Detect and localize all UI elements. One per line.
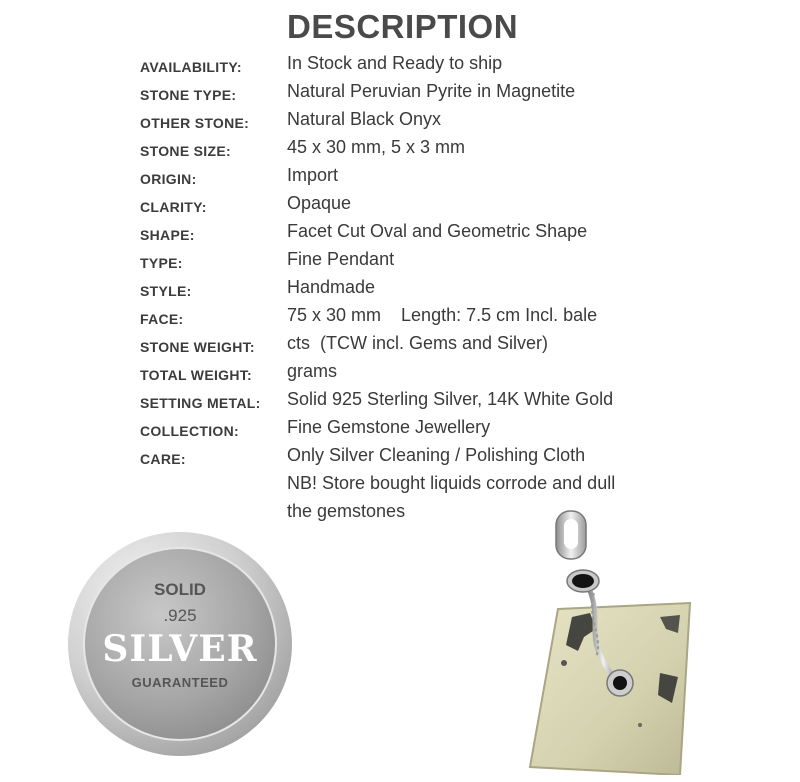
spec-label: CLARITY: — [140, 199, 207, 215]
spec-row-face — [0, 305, 800, 333]
spec-row-setting-metal — [0, 389, 800, 417]
spec-value: Fine Gemstone Jewellery — [287, 417, 491, 437]
spec-label: SHAPE: — [140, 227, 195, 243]
spec-label: OTHER STONE: — [140, 115, 250, 131]
pendant-image — [520, 505, 720, 775]
spec-value: 45 x 30 mm, 5 x 3 mm — [287, 137, 466, 157]
spec-label: STONE WEIGHT: — [140, 339, 255, 355]
spec-row-other-stone — [0, 109, 800, 137]
spec-value: cts (TCW incl. Gems and Silver) — [287, 333, 549, 353]
spec-row-style — [0, 277, 800, 305]
spec-row-availability — [0, 53, 800, 81]
spec-label: ORIGIN: — [140, 171, 197, 187]
spec-label: CARE: — [140, 451, 186, 467]
spec-value: Handmade — [287, 277, 376, 297]
spec-row-clarity — [0, 193, 800, 221]
spec-value: Only Silver Cleaning / Polishing Cloth — [287, 445, 586, 465]
page-title: DESCRIPTION — [287, 8, 519, 45]
care-note-line-1: NB! Store bought liquids corrode and dull — [287, 473, 616, 493]
spec-value: Import — [287, 165, 339, 185]
spec-row-stone-type — [0, 81, 800, 109]
spec-row-collection — [0, 417, 800, 445]
spec-label: FACE: — [140, 311, 184, 327]
spec-row-stone-weight — [0, 333, 800, 361]
spec-value: 75 x 30 mm Length: 7.5 cm Incl. bale — [287, 305, 598, 325]
spec-row-origin — [0, 165, 800, 193]
spec-row-total-weight — [0, 361, 800, 389]
spec-label: AVAILABILITY: — [140, 59, 242, 75]
spec-value: Fine Pendant — [287, 249, 395, 269]
seal-silver-text: SILVER — [102, 628, 258, 670]
spec-label: TYPE: — [140, 255, 183, 271]
spec-value: Facet Cut Oval and Geometric Shape — [287, 221, 588, 241]
spec-row-type — [0, 249, 800, 277]
spec-label: STONE SIZE: — [140, 143, 231, 159]
spec-row-stone-size — [0, 137, 800, 165]
seal-guaranteed-text: GUARANTEED — [131, 675, 229, 690]
seal-solid-text: SOLID — [154, 580, 206, 599]
spec-value: In Stock and Ready to ship — [287, 53, 503, 73]
seal-purity-text: .925 — [163, 606, 197, 625]
spec-value: Natural Black Onyx — [287, 109, 442, 129]
spec-value: Solid 925 Sterling Silver, 14K White Gold — [287, 389, 614, 409]
spec-value: grams — [287, 361, 338, 381]
spec-value: Opaque — [287, 193, 352, 213]
spec-row-shape — [0, 221, 800, 249]
spec-label: SETTING METAL: — [140, 395, 261, 411]
spec-label: TOTAL WEIGHT: — [140, 367, 253, 383]
care-note-line-2: the gemstones — [287, 501, 406, 521]
spec-value: Natural Peruvian Pyrite in Magnetite — [287, 81, 576, 101]
spec-label: COLLECTION: — [140, 423, 239, 439]
spec-row-care — [0, 445, 800, 473]
spec-label: STYLE: — [140, 283, 192, 299]
spec-label: STONE TYPE: — [140, 87, 237, 103]
